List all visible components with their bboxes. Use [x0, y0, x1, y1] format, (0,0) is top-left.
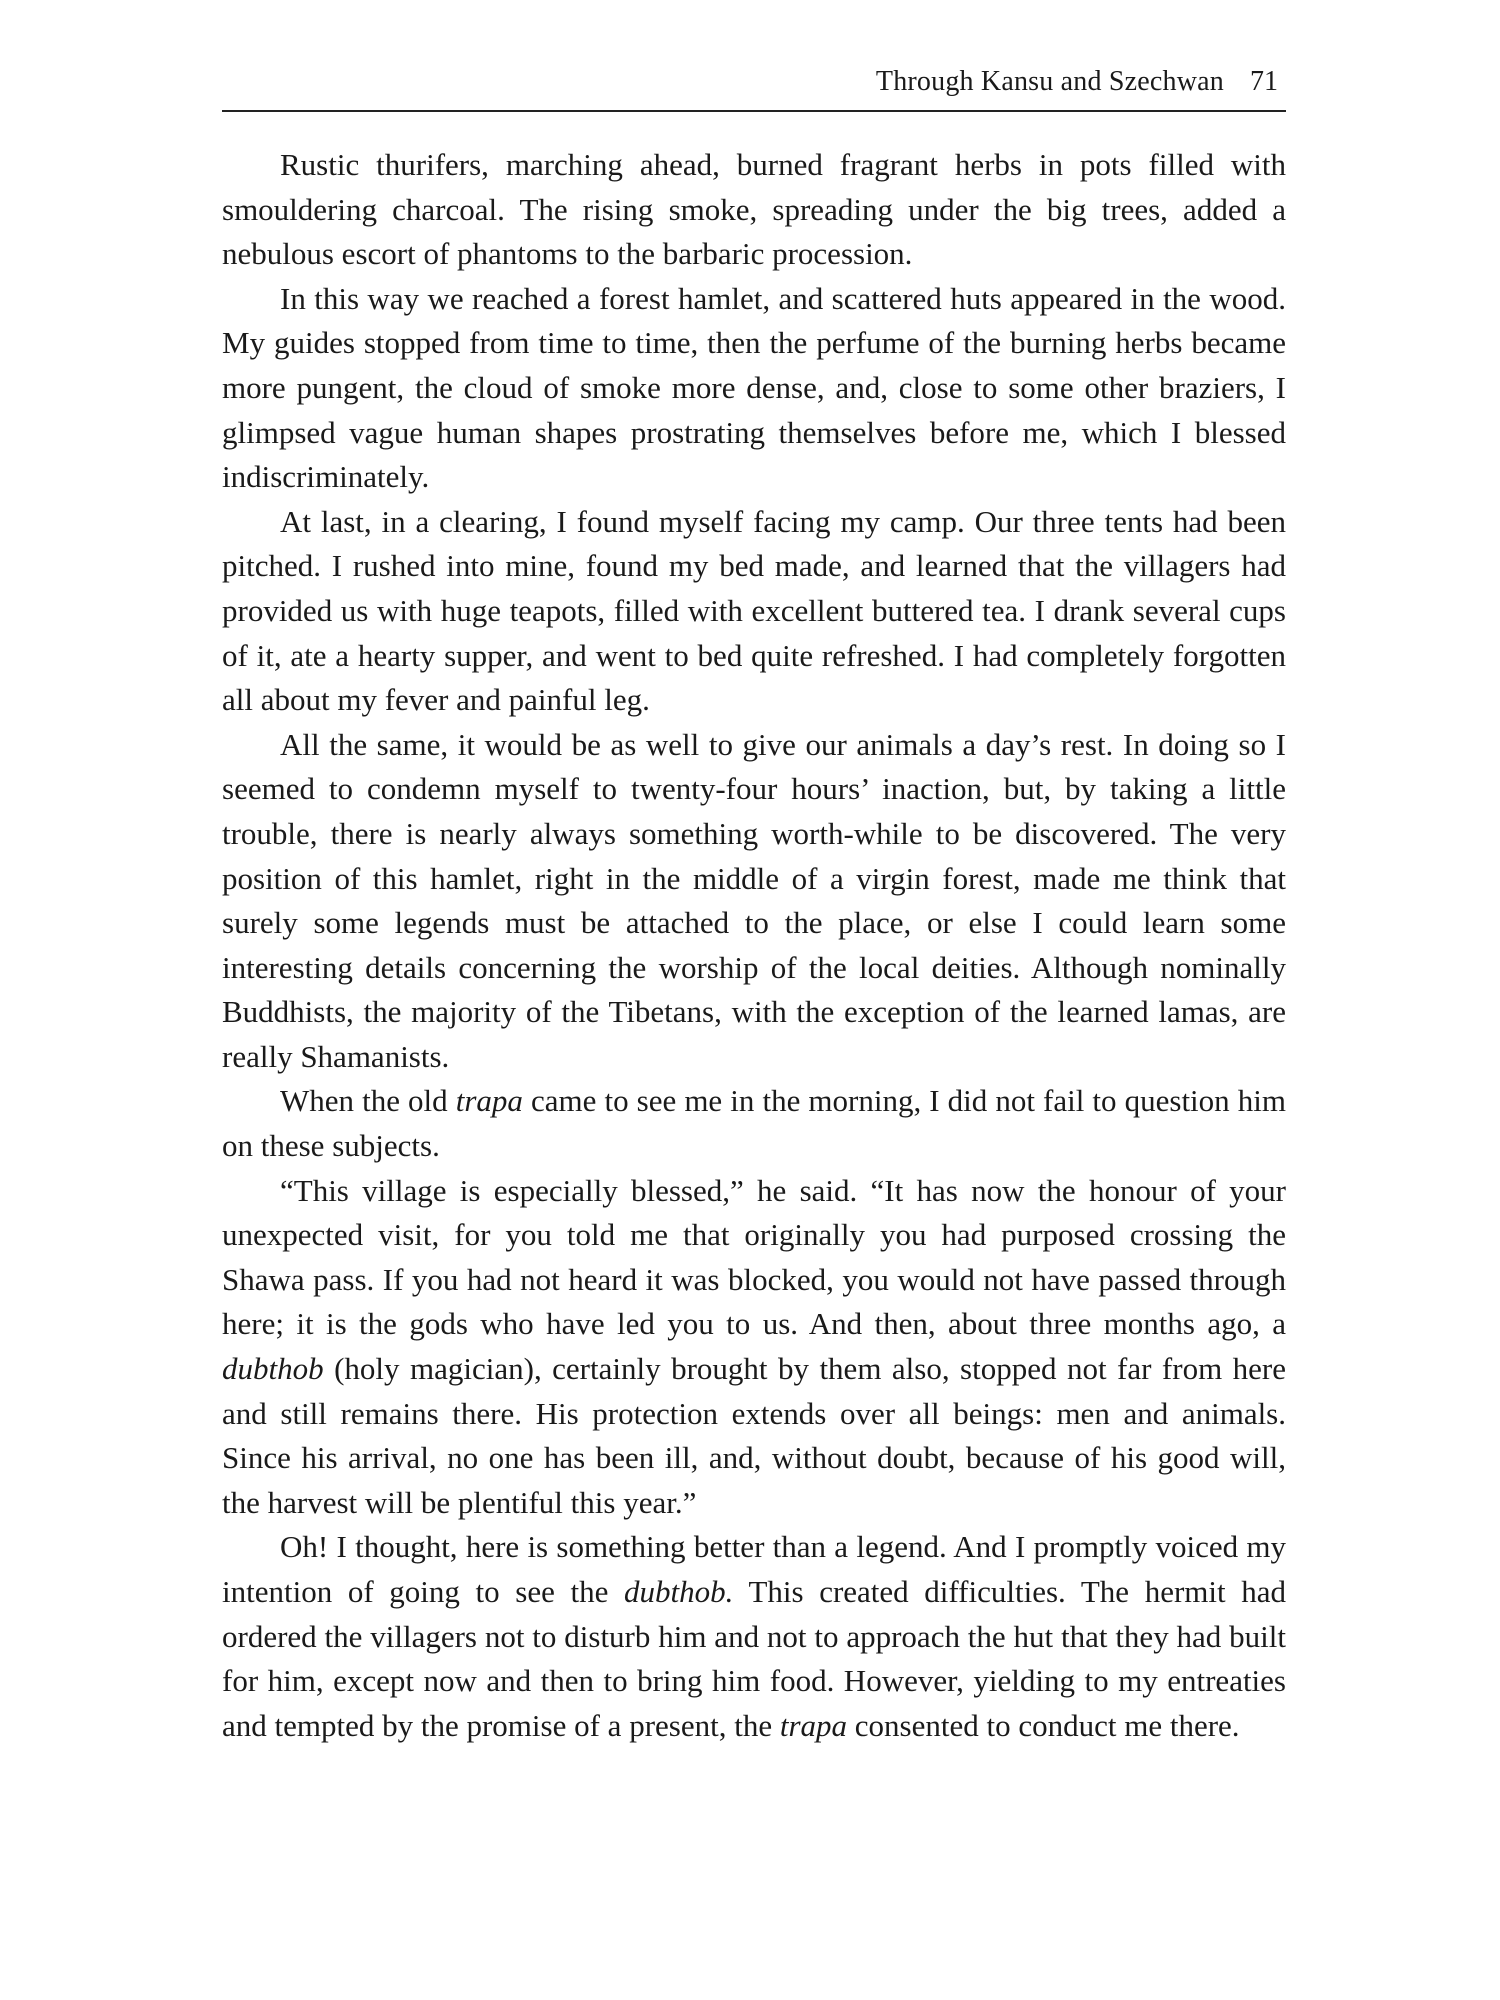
running-head — [222, 62, 1286, 102]
header-rule — [222, 110, 1286, 112]
text-run: “This village is especially blessed,” he said. “It has now the honour of your unexpected visit, for you told me that originally you had purposed crossing the Shawa pass. If you had not heard it was blocked, you would not have passed through here; it is the gods who have led you to us. And then, about three months ago, a — [222, 1172, 1286, 1342]
paragraph — [222, 1079, 1286, 1168]
text-run: In this way we reached a forest hamlet, and scattered huts appeared in the wood. My guides stopped from time to time, then the perfume of the burning herbs became more pungent, the cloud of smoke more dense, and, close to some other braziers, I glimpsed vague human shapes prostrating themselves before me, which I blessed indiscriminately. — [222, 280, 1286, 495]
text-run: All the same, it would be as well to give our animals a day’s rest. In doing so I seemed to condemn myself to twenty-four hours’ inaction, but, by taking a little trouble, there is nearly always something worth-while to be discovered. The very position of this hamlet, right in the middle of a virgin forest, made me think that surely some legends must be attached to the place, or else I could learn some interesting details concerning the worship of the local deities. Although nominally Buddhists, the majority of the Tibetans, with the exception of the learned lamas, are really Shamanists. — [222, 726, 1286, 1074]
text-run: At last, in a clearing, I found myself facing my camp. Our three tents had been pitched. I rushed into mine, found my bed made, and learned that the villagers had provided us with huge teapots, filled with excellent buttered tea. I drank several cups of it, ate a hearty supper, and went to bed quite refreshed. I had completely forgotten all about my fever and painful leg. — [222, 503, 1286, 718]
text-run: This created difficulties. The hermit had ordered the villagers not to disturb him and not to approach the hut that they had built for him, except now and then to bring him food. However, yielding to my entreaties and tempted by the promise of a present, the — [222, 1574, 1287, 1743]
text-run: consented to conduct me there. — [847, 1707, 1240, 1743]
page-number: 71 — [1250, 66, 1278, 97]
paragraph — [222, 1169, 1286, 1526]
text-run: (holy magician), certainly brought by them also, stopped not far from here and still remains there. His protection extends over all beings: men and animals. Since his arrival, no one has been ill, and, without doubt, because of his good will, the harvest will be plentiful this year.” — [222, 1351, 1286, 1520]
paragraph — [222, 143, 1286, 277]
italic-term: dubthob — [222, 1351, 324, 1387]
running-head-title: Through Kansu and Szechwan — [875, 66, 1224, 97]
paragraph — [222, 723, 1286, 1080]
text-run: When the old — [280, 1083, 456, 1119]
italic-term: dubthob. — [624, 1574, 734, 1609]
text-run: Rustic thurifers, marching ahead, burned fragrant herbs in pots filled with smouldering charcoal. The rising smoke, spreading under the big trees, added a nebulous escort of phantoms to the barbaric procession. — [222, 147, 1286, 272]
paragraph — [222, 500, 1286, 723]
text-run: Oh! I thought, here is something better than a legend. And I promptly voiced my intention of going to see the — [222, 1529, 1286, 1609]
body-text — [222, 143, 1286, 1748]
paragraph — [222, 277, 1286, 500]
italic-term: trapa — [779, 1707, 848, 1743]
text-run: came to see me in the morning, I did not fail to question him on these subjects. — [222, 1083, 1286, 1164]
italic-term: trapa — [455, 1083, 523, 1119]
paragraph — [222, 1525, 1286, 1748]
